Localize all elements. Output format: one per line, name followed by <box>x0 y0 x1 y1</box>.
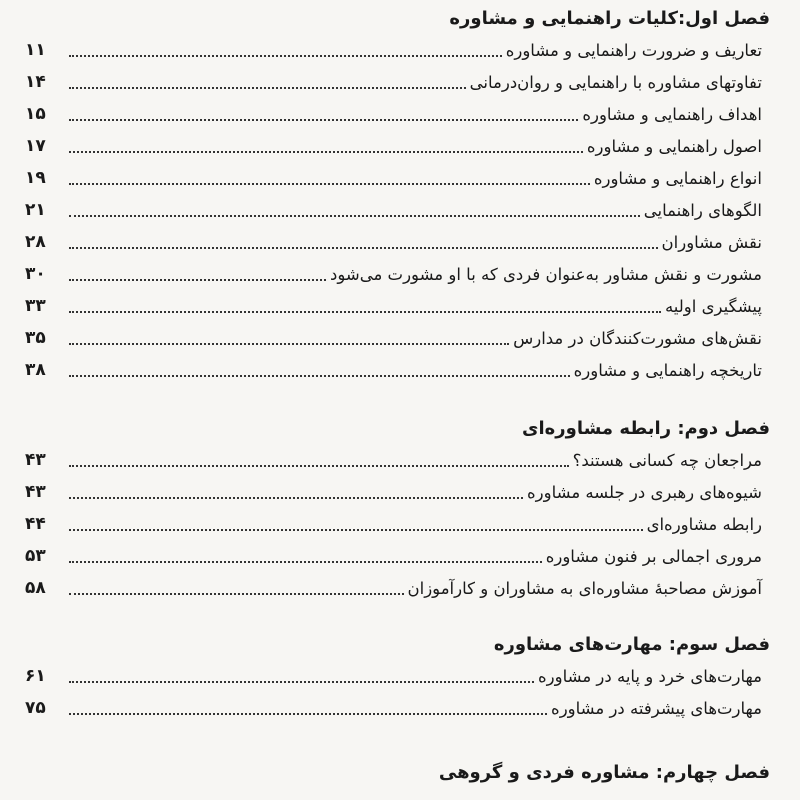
entry-page-number: ۳۵ <box>25 328 46 348</box>
entry-page-number: ۱۹ <box>25 168 46 188</box>
entry-label: مروری اجمالی بر فنون مشاوره <box>545 546 762 566</box>
dot-leader <box>69 119 578 121</box>
entry-label: تاریخچه راهنمایی و مشاوره <box>573 360 762 380</box>
dot-leader <box>69 561 542 563</box>
entry-label: نقش مشاوران <box>661 232 762 252</box>
chapter-4 <box>25 758 770 788</box>
toc-entry[interactable] <box>25 572 770 604</box>
entry-page-number: ۴۳ <box>25 450 46 470</box>
dot-leader <box>69 681 534 683</box>
entry-label: مشورت و نقش مشاور به‌عنوان فردی که با او مشورت می‌شود <box>330 264 762 284</box>
dot-leader <box>69 529 643 531</box>
toc-entry[interactable] <box>25 258 770 290</box>
entry-page-number: ۴۴ <box>25 514 46 534</box>
entry-label: تعاریف و ضرورت راهنمایی و مشاوره <box>505 40 762 60</box>
toc-entry[interactable] <box>25 162 770 194</box>
toc-entry[interactable] <box>25 444 770 476</box>
dot-leader <box>69 151 583 153</box>
entry-page-number: ۵۳ <box>25 546 46 566</box>
dot-leader <box>69 247 658 249</box>
dot-leader <box>69 311 661 313</box>
dot-leader <box>69 713 547 715</box>
chapter-1 <box>25 4 770 386</box>
entry-page-number: ۱۷ <box>25 136 46 156</box>
dot-leader <box>69 87 466 89</box>
entry-label: پیشگیری اولیه <box>664 296 762 316</box>
toc-entry[interactable] <box>25 98 770 130</box>
entry-label: رابطه مشاوره‌ای <box>646 514 762 534</box>
toc-entry[interactable] <box>25 194 770 226</box>
chapter-title: فصل دوم: رابطه مشاوره‌ای <box>521 418 770 439</box>
dot-leader <box>69 215 640 217</box>
entry-label: انواع راهنمایی و مشاوره <box>593 168 762 188</box>
entry-page-number: ۴۳ <box>25 482 46 502</box>
toc-entry[interactable] <box>25 66 770 98</box>
chapter-title: فصل چهارم: مشاوره فردی و گروهی <box>438 762 770 783</box>
entry-label: اصول راهنمایی و مشاوره <box>586 136 762 156</box>
entry-page-number: ۵۸ <box>25 578 46 598</box>
toc-entry[interactable] <box>25 322 770 354</box>
toc-entry[interactable] <box>25 34 770 66</box>
entry-label: مهارت‌های پیشرفته در مشاوره <box>551 698 762 718</box>
dot-leader <box>69 343 509 345</box>
dot-leader <box>69 55 502 57</box>
dot-leader <box>69 375 570 377</box>
toc-entry[interactable] <box>25 290 770 322</box>
entry-label: مهارت‌های خرد و پایه در مشاوره <box>538 666 762 686</box>
entry-page-number: ۱۵ <box>25 104 46 124</box>
toc-entry[interactable] <box>25 476 770 508</box>
dot-leader <box>69 183 590 185</box>
dot-leader <box>69 497 523 499</box>
entry-label: آموزش مصاحبهٔ مشاوره‌ای به مشاوران و کارآموزان <box>407 578 762 598</box>
chapter-title: فصل سوم: مهارت‌های مشاوره <box>493 634 770 655</box>
entry-page-number: ۱۴ <box>25 72 46 92</box>
entry-label: تفاوتهای مشاوره با راهنمایی و روان‌درمانی <box>469 72 762 92</box>
dot-leader <box>69 465 569 467</box>
chapter-2 <box>25 414 770 604</box>
entry-page-number: ۶۱ <box>25 666 46 686</box>
entry-page-number: ۳۸ <box>25 360 46 380</box>
entry-label: مراجعان چه کسانی هستند؟ <box>572 450 762 470</box>
dot-leader <box>69 279 326 281</box>
chapter-3 <box>25 630 770 724</box>
toc-entry[interactable] <box>25 130 770 162</box>
toc-entry[interactable] <box>25 226 770 258</box>
toc-entry[interactable] <box>25 540 770 572</box>
toc-entry[interactable] <box>25 508 770 540</box>
entry-label: شیوه‌های رهبری در جلسه مشاوره <box>527 482 762 502</box>
toc-entry[interactable] <box>25 692 770 724</box>
toc-entry[interactable] <box>25 660 770 692</box>
dot-leader <box>69 593 404 595</box>
entry-page-number: ۲۸ <box>25 232 46 252</box>
entry-label: الگوهای راهنمایی <box>643 200 762 220</box>
entry-page-number: ۱۱ <box>25 40 46 60</box>
entry-page-number: ۳۰ <box>25 264 46 284</box>
entry-label: اهداف راهنمایی و مشاوره <box>582 104 762 124</box>
chapter-title: فصل اول:کلیات راهنمایی و مشاوره <box>449 8 770 29</box>
toc-entry[interactable] <box>25 354 770 386</box>
entry-page-number: ۳۳ <box>25 296 46 316</box>
entry-label: نقش‌های مشورت‌کنندگان در مدارس <box>513 328 762 348</box>
entry-page-number: ۷۵ <box>25 698 46 718</box>
entry-page-number: ۲۱ <box>25 200 46 220</box>
